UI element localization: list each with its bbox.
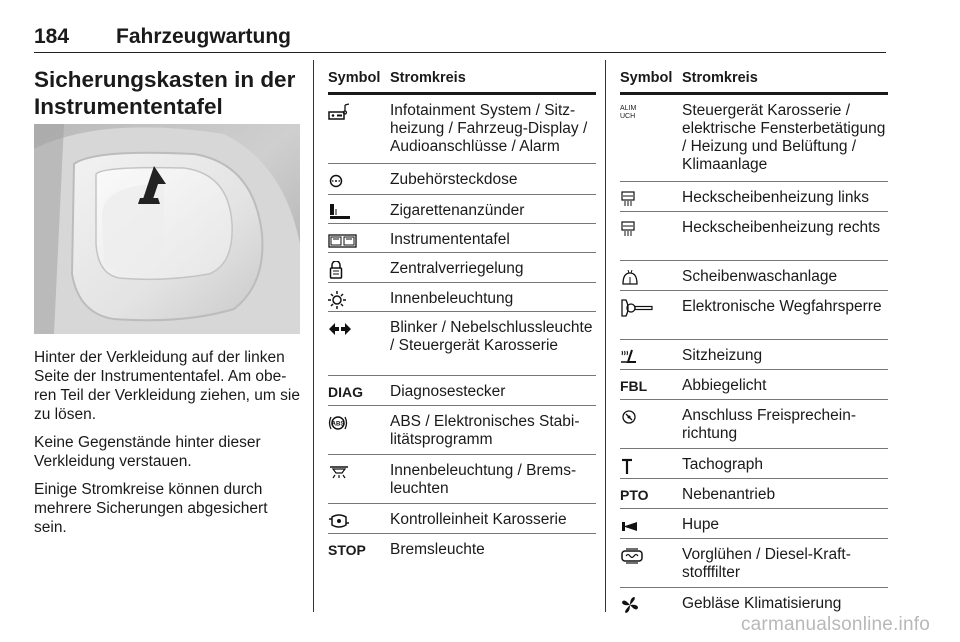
symbol-header: Symbol bbox=[328, 70, 381, 86]
circuit-text: Diagnosestecker bbox=[390, 383, 506, 400]
circuit-text: Blinker / Nebelschlussleuchte / Steuergerät Karosserie bbox=[390, 319, 593, 354]
table-row bbox=[328, 195, 596, 224]
infotainment-icon bbox=[328, 103, 386, 121]
table-row bbox=[620, 588, 888, 617]
table-row bbox=[620, 479, 888, 509]
circuit-text: ABS / Elektronisches Stabilitätsprogramm bbox=[390, 413, 580, 448]
table-row bbox=[328, 312, 596, 376]
interior-brake-light-icon bbox=[328, 463, 386, 481]
circuit-text: Gebläse Klimatisierung bbox=[682, 595, 842, 612]
table-row bbox=[328, 95, 596, 164]
circuit-text: Innenbeleuchtung / Bremsleuchten bbox=[390, 462, 577, 497]
circuit-text: Heckscheibenheizung links bbox=[682, 189, 869, 206]
seat-heating-icon bbox=[620, 348, 678, 366]
paragraph: Einige Stromkreise können durch mehrere Sicherungen abgesichert sein. bbox=[34, 481, 268, 536]
intro-text bbox=[34, 348, 300, 546]
table-row bbox=[328, 253, 596, 283]
section-title: Sicherungskasten in der Instrumententafel bbox=[34, 67, 296, 119]
instrument-panel-icon bbox=[328, 232, 386, 250]
circuit-text: Bremsleuchte bbox=[390, 541, 485, 558]
rear-window-heat-right-icon bbox=[620, 220, 678, 238]
accessory-socket-icon bbox=[328, 172, 386, 190]
circuit-text: Kontrolleinheit Karosserie bbox=[390, 511, 567, 528]
circuit-text: Elektronische Wegfahrsperre bbox=[682, 298, 882, 315]
circuit-text: Scheibenwaschanlage bbox=[682, 268, 838, 285]
circuit-header: Stromkreis bbox=[390, 70, 466, 86]
circuit-text: Steuergerät Karosserie / elektrische Fensterbetätigung / Heizung und Belüftung / Klimaanlage bbox=[682, 102, 886, 173]
fuse-panel-photo bbox=[34, 124, 300, 334]
table-row bbox=[620, 370, 888, 400]
paragraph: Keine Gegenstände hinter dieser Verkleidung verstauen. bbox=[34, 434, 261, 470]
fuse-table-right bbox=[620, 66, 888, 617]
table-row bbox=[620, 261, 888, 291]
circuit-text: Zubehörsteckdose bbox=[390, 171, 518, 188]
circuit-text: Vorglühen / Diesel-Kraftstofffilter bbox=[682, 546, 851, 581]
paragraph: Hinter der Verkleidung auf der linken Seite der Instrumententafel. Am oberen Teil der Verkleidung ziehen, um sie zu lösen. bbox=[34, 349, 300, 423]
rear-window-heat-left-icon bbox=[620, 190, 678, 208]
horn-icon bbox=[620, 517, 678, 535]
stop-label: STOP bbox=[328, 542, 366, 558]
table-row bbox=[620, 539, 888, 588]
circuit-text: Tachograph bbox=[682, 456, 764, 473]
table-row bbox=[328, 164, 596, 195]
table-row bbox=[620, 449, 888, 479]
column-divider bbox=[313, 60, 314, 612]
circuit-text: Sitzheizung bbox=[682, 347, 763, 364]
table-row bbox=[620, 95, 888, 182]
table-row bbox=[328, 224, 596, 253]
circuit-text: Anschluss Freisprecheinrichtung bbox=[682, 407, 857, 442]
intro-column bbox=[34, 66, 300, 536]
watermark: carmanualsonline.info bbox=[740, 614, 930, 635]
tachograph-icon bbox=[620, 457, 678, 475]
circuit-text: Zigarettenanzünder bbox=[390, 202, 525, 219]
symbol-header: Symbol bbox=[620, 70, 673, 86]
table-row bbox=[328, 455, 596, 504]
turn-signal-icon bbox=[328, 320, 386, 338]
table-row bbox=[620, 509, 888, 539]
table-row bbox=[328, 504, 596, 534]
table-header bbox=[620, 66, 888, 95]
fan-icon bbox=[620, 596, 678, 614]
fuse-table-left bbox=[328, 66, 596, 563]
cigarette-lighter-icon bbox=[328, 203, 386, 221]
circuit-text: Hupe bbox=[682, 516, 720, 533]
svg-text:ABS: ABS bbox=[331, 421, 345, 428]
table-row bbox=[328, 376, 596, 406]
table-row bbox=[620, 182, 888, 212]
table-row bbox=[328, 283, 596, 312]
table-row bbox=[328, 534, 596, 563]
pto-label: PTO bbox=[620, 487, 649, 503]
circuit-text: Infotainment System / Sitzheizung / Fahrzeug-Display / Audioanschlüsse / Alarm bbox=[390, 102, 588, 155]
circuit-header: Stromkreis bbox=[682, 70, 758, 86]
handsfree-icon bbox=[620, 408, 678, 426]
central-locking-icon bbox=[328, 261, 386, 279]
page-number: 184 bbox=[34, 25, 70, 48]
circuit-text: Instrumententafel bbox=[390, 231, 510, 248]
circuit-text: Nebenantrieb bbox=[682, 486, 776, 503]
abs-icon bbox=[328, 414, 386, 432]
fbl-label: FBL bbox=[620, 378, 648, 394]
chapter-title: Fahrzeugwartung bbox=[116, 25, 292, 48]
alim-uch-label: ALIM UCH bbox=[620, 105, 637, 120]
body-control-icon bbox=[328, 512, 386, 530]
table-header bbox=[328, 66, 596, 95]
circuit-text: Abbiegelicht bbox=[682, 377, 767, 394]
circuit-text: Innenbeleuchtung bbox=[390, 290, 514, 307]
column-divider bbox=[605, 60, 606, 612]
table-row bbox=[620, 212, 888, 261]
glow-plug-icon bbox=[620, 547, 678, 565]
circuit-text: Zentralverriegelung bbox=[390, 260, 524, 277]
washer-icon bbox=[620, 269, 678, 287]
table-row bbox=[620, 400, 888, 449]
circuit-text: Heckscheibenheizung rechts bbox=[682, 219, 881, 236]
diag-label: DIAG bbox=[328, 384, 363, 400]
page-header bbox=[34, 22, 886, 53]
immobiliser-key-icon bbox=[620, 299, 678, 317]
table-row bbox=[620, 340, 888, 370]
table-row bbox=[620, 291, 888, 340]
table-row bbox=[328, 406, 596, 455]
interior-light-icon bbox=[328, 291, 386, 309]
